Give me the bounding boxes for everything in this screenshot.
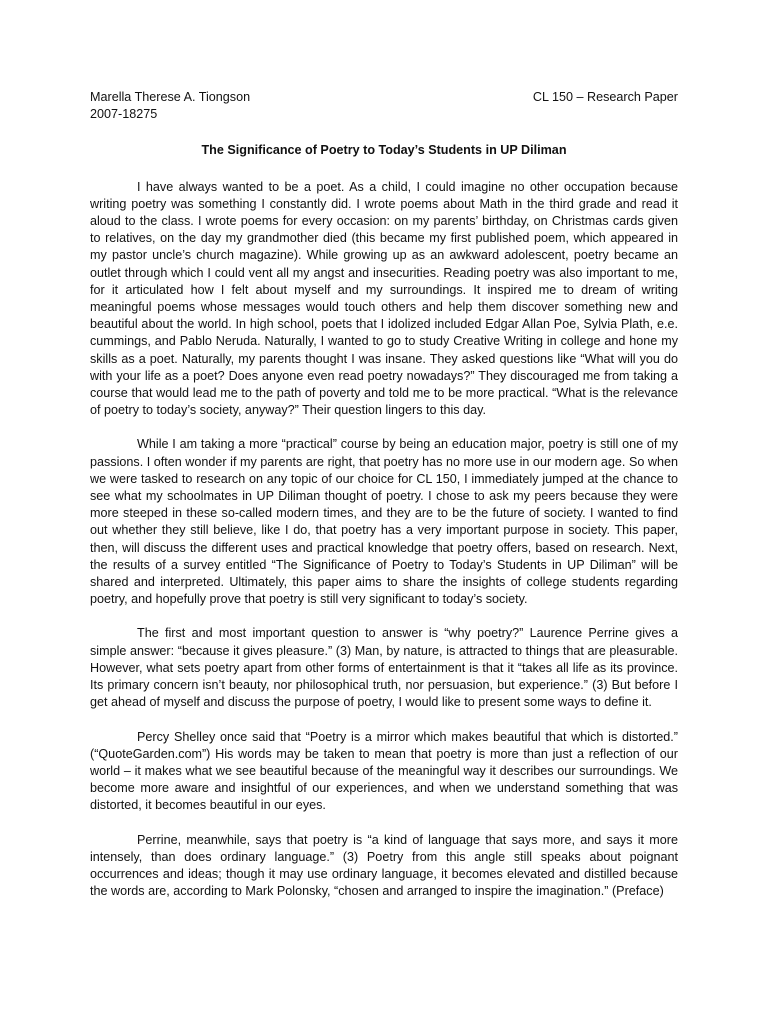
paragraph-2: While I am taking a more “practical” course by being an education major, poetry is still one of my passions. I often wonder if my parents are right, that poetry has no more use in our modern age. So when we were tasked to research on any topic of our choice for CL 150, I immediately jumped at the chance to see what my schoolmates in UP Diliman thought of poetry. I chose to ask my peers because they were more steeped in these so-called modern times, and they are to be the future of society. I wanted to find out whether they still believe, like I do, that poetry has a very important purpose in society. This paper, then, will discuss the different uses and practical knowledge that poetry offers, based on research. Next, the results of a survey entitled “The Significance of Poetry to Today’s Students in UP Diliman” will be shared and interpreted. Ultimately, this paper aims to share the insights of college students regarding poetry, and hopefully prove that poetry is still very significant to today’s society. <box>90 437 678 607</box>
paragraph-1: I have always wanted to be a poet. As a child, I could imagine no other occupation because writing poetry was something I constantly did. I wrote poems about Math in the third grade and read it aloud to the class. I wrote poems for every occasion: on my parents’ birthday, on Christmas cards given to relatives, on the day my grandmother died (this became my first published poem, which appeared in my pastor uncle’s church magazine). While growing up as an awkward adolescent, poetry became an outlet through which I could vent all my angst and insecurities. Reading poetry was also important to me, for it articulated how I felt about myself and my surroundings. It inspired me to dream of writing meaningful poems whose messages would touch others and help them discover something new and beautiful about the world. In high school, poets that I idolized included Edgar Allan Poe, Sylvia Plath, e.e. cummings, and Pablo Neruda. Naturally, I wanted to go to study Creative Writing in college and hone my skills as a poet. Naturally, my parents thought I was insane. They asked questions like “What will you do with your life as a poet? Does anyone even read poetry nowadays?” They discouraged me from taking a course that would lead me to the path of poverty and told me to be more practical. “What is the relevance of poetry to today’s society, anyway?” Their question lingers to this day. <box>90 179 678 418</box>
header-row <box>90 89 678 106</box>
student-number: 2007-18275 <box>90 107 158 122</box>
paragraph-3: The first and most important question to answer is “why poetry?” Laurence Perrine gives a simple answer: “because it gives pleasure.” (3) Man, by nature, is attracted to things that are pleasurable. However, what sets poetry apart from other forms of entertainment is that it “takes all life as its province. Its primary concern isn’t beauty, nor philosophical truth, nor persuasion, but experience.” (3) But before I get ahead of myself and discuss the purpose of poetry, I would like to present some ways to define it. <box>90 626 678 710</box>
paragraph-4: Percy Shelley once said that “Poetry is a mirror which makes beautiful that which is distorted.” (“QuoteGarden.com”) His words may be taken to mean that poetry is more than just a reflection of our world – it makes what we see beautiful because of the meaningful way it describes our surroundings. We become more aware and insightful of our experiences, and when we understand something that was distorted, it becomes beautiful in our eyes. <box>90 729 678 813</box>
course-label: CL 150 – Research Paper <box>532 90 678 104</box>
author-name: Marella Therese A. Tiongson <box>90 90 251 104</box>
document-page <box>90 89 678 917</box>
paragraph-5: Perrine, meanwhile, says that poetry is “a kind of language that says more, and says it more intensely, than does ordinary language.” (3) Poetry from this angle still speaks about poignant occurrences and ideas; though it may use ordinary language, it becomes elevated and distilled because the words are, according to Mark Polonsky, “chosen and arranged to inspire the imagination.” (Preface) <box>90 832 678 899</box>
paper-title: The Significance of Poetry to Today’s Students in UP Diliman <box>201 143 567 158</box>
